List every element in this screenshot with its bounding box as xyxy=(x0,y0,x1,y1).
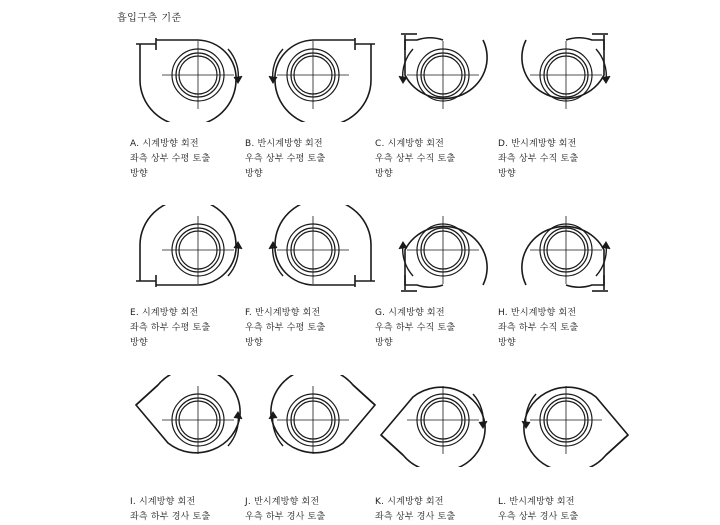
fan-housing-icon xyxy=(496,375,636,467)
diagram-caption xyxy=(130,495,260,525)
fan-diagram-d xyxy=(496,30,636,179)
diagram-caption xyxy=(245,495,375,525)
fan-housing-icon xyxy=(243,375,383,467)
fan-diagram-k xyxy=(373,375,513,522)
caption-line: 우측 상부 수평 토출 xyxy=(245,154,326,164)
caption-line: F. 반시계방향 회전 xyxy=(245,308,321,318)
caption-line: E. 시계방향 회전 xyxy=(130,308,199,318)
diagram-caption xyxy=(245,137,375,182)
caption-line: 좌측 하부 경사 토출 xyxy=(130,512,211,522)
caption-line: 방향 xyxy=(498,338,516,348)
fan-housing-icon xyxy=(243,30,383,122)
caption-line: 방향 xyxy=(375,169,393,179)
fan-housing-icon xyxy=(373,375,513,467)
fan-diagram-g xyxy=(373,205,513,348)
fan-diagram-f xyxy=(243,205,383,348)
fan-housing-icon xyxy=(243,205,383,297)
caption-line: 좌측 하부 수직 토출 xyxy=(498,323,579,333)
caption-line: 좌측 하부 수평 토출 xyxy=(130,323,211,333)
caption-line: 우측 하부 경사 토출 xyxy=(245,512,326,522)
caption-line: 우측 상부 수직 토출 xyxy=(375,154,456,164)
caption-line: 우측 상부 경사 토출 xyxy=(498,512,579,522)
caption-line: J. 반시계방향 회전 xyxy=(245,497,320,507)
caption-line: B. 반시계방향 회전 xyxy=(245,139,323,149)
caption-line: 우측 하부 수평 토출 xyxy=(245,323,326,333)
caption-line: A. 시계방향 회전 xyxy=(130,139,199,149)
caption-line: K. 시계방향 회전 xyxy=(375,497,444,507)
caption-line: 좌측 상부 수평 토출 xyxy=(130,154,211,164)
fan-housing-icon xyxy=(496,30,636,122)
caption-line: 우측 하부 수직 토출 xyxy=(375,323,456,333)
diagram-caption xyxy=(498,495,628,525)
housing-outline xyxy=(524,387,628,467)
housing-outline xyxy=(136,375,240,453)
diagram-caption xyxy=(498,306,628,351)
diagram-caption xyxy=(130,137,260,182)
diagram-caption xyxy=(130,306,260,351)
caption-line: 방향 xyxy=(245,169,263,179)
housing-outline xyxy=(275,40,371,122)
housing-outline xyxy=(140,40,236,122)
caption-line: 방향 xyxy=(498,169,516,179)
diagram-caption xyxy=(375,495,505,525)
diagram-caption xyxy=(375,306,505,351)
caption-line: 방향 xyxy=(130,338,148,348)
caption-line: 방향 xyxy=(375,338,393,348)
caption-line: 좌측 상부 경사 토출 xyxy=(375,512,456,522)
caption-line: 방향 xyxy=(245,338,263,348)
caption-line: L. 반시계방향 회전 xyxy=(498,497,575,507)
fan-housing-icon xyxy=(373,30,513,122)
housing-outline xyxy=(271,375,375,453)
diagram-caption xyxy=(245,306,375,351)
fan-diagram-b xyxy=(243,30,383,179)
caption-line: I. 시계방향 회전 xyxy=(130,497,196,507)
caption-line: C. 시계방향 회전 xyxy=(375,139,445,149)
fan-diagram-l xyxy=(496,375,636,522)
caption-line: G. 시계방향 회전 xyxy=(375,308,445,318)
housing-outline xyxy=(275,205,371,285)
caption-line: D. 반시계방향 회전 xyxy=(498,139,577,149)
fan-housing-icon xyxy=(496,205,636,297)
housing-outline xyxy=(140,205,236,285)
diagram-caption xyxy=(375,137,505,182)
caption-line: 좌측 상부 수직 토출 xyxy=(498,154,579,164)
housing-outline xyxy=(381,387,485,467)
fan-diagram-c xyxy=(373,30,513,179)
caption-line: H. 반시계방향 회전 xyxy=(498,308,577,318)
caption-line: 방향 xyxy=(130,169,148,179)
fan-diagram-j xyxy=(243,375,383,522)
page-title: 흡입구측 기준 xyxy=(117,13,182,24)
diagram-caption xyxy=(498,137,628,182)
fan-diagram-h xyxy=(496,205,636,348)
fan-housing-icon xyxy=(373,205,513,297)
